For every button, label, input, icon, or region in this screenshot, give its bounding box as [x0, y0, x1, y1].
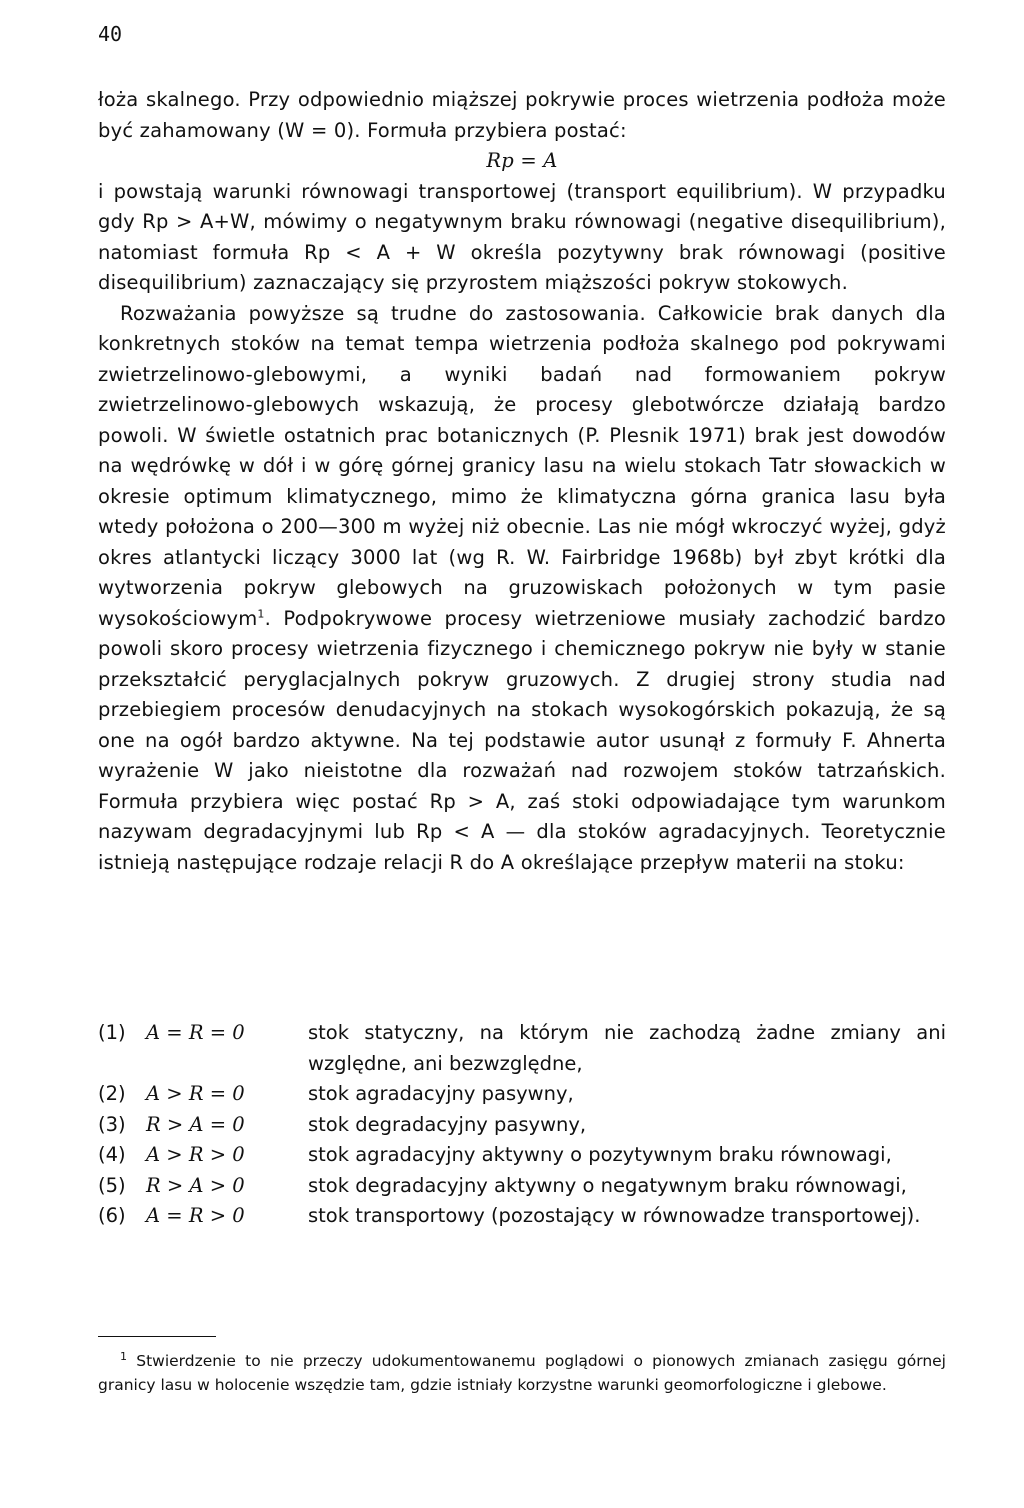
paragraph-1: łoża skalnego. Przy odpowiednio miąższej pokrywie proces wietrzenia podłoża może być zahamowany (W = 0). Formuła przybiera postać:	[98, 88, 946, 142]
list-item-relation: A = R > 0	[146, 1204, 245, 1227]
list-item	[98, 1079, 946, 1110]
footnote-mark: 1	[120, 1349, 127, 1363]
list-item-number: (6)	[98, 1204, 126, 1227]
paragraph-3-part-b: . Podpokrywowe procesy wietrzeniowe musiały zachodzić bardzo powoli skoro procesy wietrzenia fizycznego i chemicznego pokryw nie były w stanie przekształcić peryglacjalnych pokryw gruzowych. Z drugiej strony studia nad przebiegiem procesów denudacyjnych na stokach wysokogórskich pokazują, że są one na ogół bardzo aktywne. Na tej podstawie autor usunął z formuły F. Ahnerta wyrażenie W jako nieistotne dla rozważań nad rozwojem stoków tatrzańskich. Formuła przybiera więc postać Rp > A, zaś stoki odpowiadające tym warunkom nazywam degradacyjnymi lub Rp < A — dla stoków agradacyjnych. Teoretycznie istnieją następujące rodzaje relacji R do A określające przepływ materii na stoku:	[98, 606, 946, 874]
list-item-number: (2)	[98, 1082, 126, 1105]
footnote-divider	[98, 1336, 216, 1337]
list-item-number: (3)	[98, 1112, 126, 1136]
page-number: 40	[98, 22, 123, 46]
footnote-reference: 1	[257, 607, 265, 620]
list-item-relation: A > R > 0	[146, 1143, 245, 1166]
list-item	[98, 1140, 946, 1171]
paragraph-2: i powstają warunki równowagi transportowej (transport equilibrium). W przypadku gdy Rp > A+W, mówimy o negatywnym braku równowagi (negative disequilibrium), natomiast formuła Rp < A + W określa pozytywny brak równowagi (positive disequilibrium) zaznaczający się przyrostem miąższości pokryw stokowych.	[98, 179, 946, 294]
body-text	[98, 85, 946, 878]
list-item-description: stok agradacyjny aktywny o pozytywnym braku równowagi,	[308, 1143, 892, 1166]
list-item-description: stok statyczny, na którym nie zachodzą żadne zmiany ani względne, ani bezwzględne,	[308, 1021, 946, 1075]
list-item	[98, 1201, 946, 1232]
relations-list	[98, 1018, 946, 1232]
list-item-description: stok degradacyjny aktywny o negatywnym braku równowagi,	[308, 1173, 907, 1197]
list-item	[98, 1171, 946, 1202]
list-item-number: (4)	[98, 1143, 126, 1166]
paragraph-3-part-a: Rozważania powyższe są trudne do zastosowania. Całkowicie brak danych dla konkretnych stoków na temat tempa wietrzenia podłoża skalnego pod pokrywami zwietrzelinowo-glebowymi, a wyniki badań nad formowaniem pokryw zwietrzelinowo-glebowych wskazują, że procesy glebotwórcze działają bardzo powoli. W świetle ostatnich prac botanicznych (P. Plesnik 1971) brak jest dowodów na wędrówkę w dół i w górę górnej granicy lasu na wielu stokach Tatr słowackich w okresie optimum klimatycznego, mimo że klimatyczna górna granica lasu była wtedy położona o 200—300 m wyżej niż obecnie. Las nie mógł wkroczyć wyżej, gdyż okres atlantycki liczący 3000 lat (wg R. W. Fairbridge 1968b) był zbyt krótki dla wytworzenia pokryw glebowych na gruzowiskach położonych w tym pasie wysokościowym	[98, 301, 946, 630]
list-item-relation: A > R = 0	[146, 1082, 245, 1105]
list-item-relation: A = R = 0	[146, 1021, 245, 1044]
footnote-text: Stwierdzenie to nie przeczy udokumentowanemu poglądowi o pionowych zmianach zasięgu górnej granicy lasu w holocenie wszędzie tam, gdzie istniały korzystne warunki geomorfologiczne i glebowe.	[98, 1352, 946, 1394]
list-item-relation: R > A = 0	[146, 1112, 245, 1136]
list-item	[98, 1110, 946, 1141]
list-item-relation: R > A > 0	[146, 1173, 245, 1197]
list-item-description: stok agradacyjny pasywny,	[308, 1082, 574, 1105]
formula-equilibrium: Rp = A	[486, 149, 558, 172]
list-item-number: (5)	[98, 1173, 126, 1197]
footnote	[98, 1349, 946, 1397]
list-item-description: stok degradacyjny pasywny,	[308, 1112, 587, 1136]
list-item	[98, 1018, 946, 1079]
list-item-number: (1)	[98, 1021, 126, 1044]
paragraph-3	[98, 299, 946, 879]
list-item-description: stok transportowy (pozostający w równowadze transportowej).	[308, 1204, 921, 1227]
